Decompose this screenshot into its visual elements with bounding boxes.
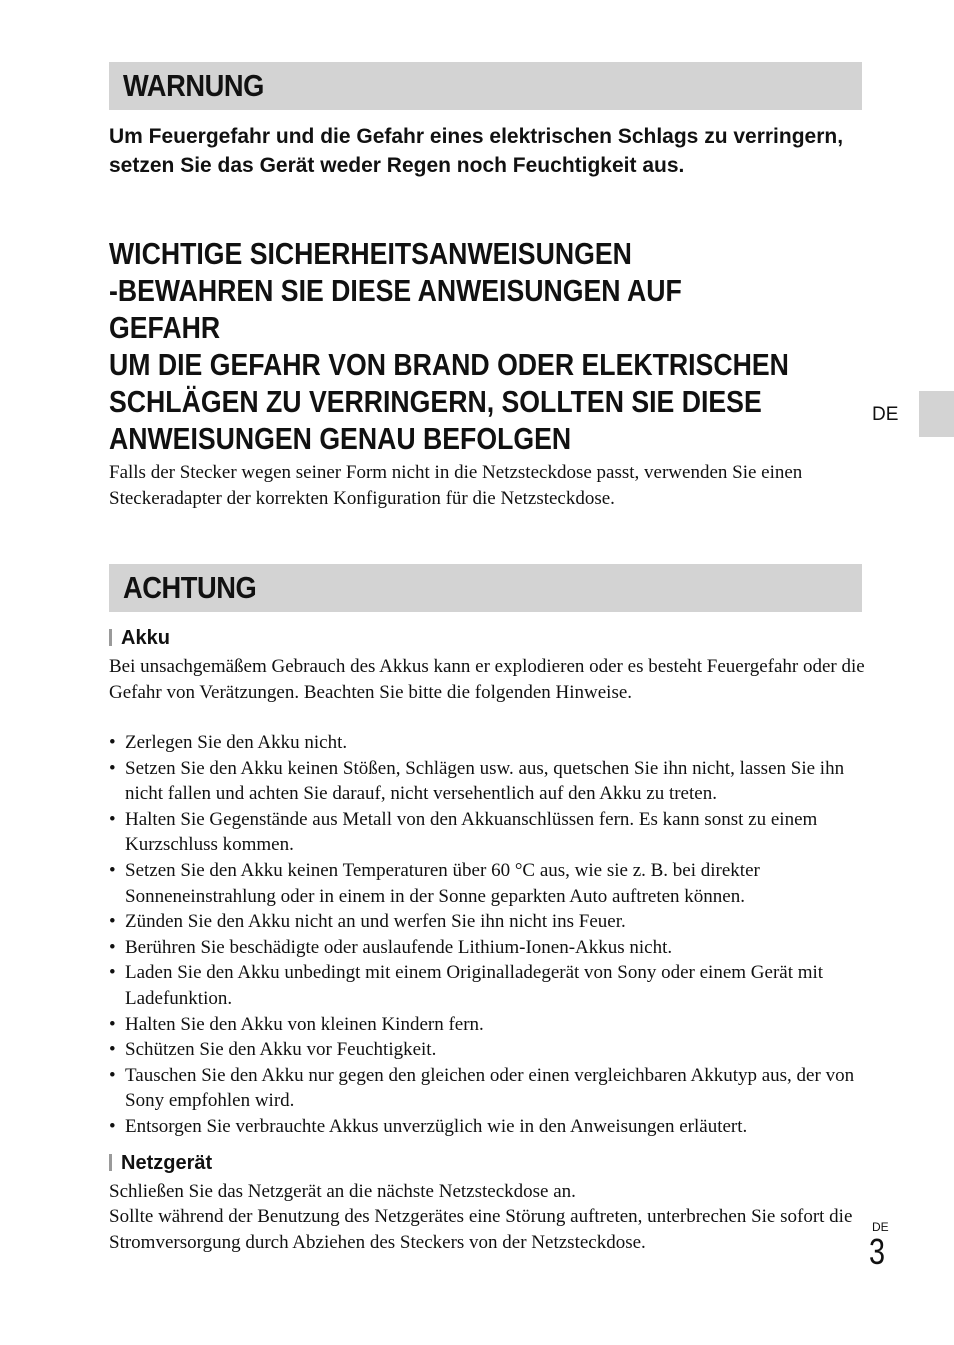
list-item: • Schützen Sie den Akku vor Feuchtigkeit.: [109, 1037, 869, 1063]
page-number: 3: [869, 1231, 886, 1272]
safety-headline: [109, 235, 889, 457]
headline-line: SCHLÄGEN ZU VERRINGERN, SOLLTEN SIE DIESE: [109, 384, 762, 419]
page-language: DE: [872, 1220, 889, 1234]
akku-heading: [109, 626, 170, 650]
language-tab: [919, 391, 954, 437]
list-item: • Berühren Sie beschädigte oder auslaufende Lithium-Ionen-Akkus nicht.: [109, 935, 869, 961]
list-item: • Setzen Sie den Akku keinen Stößen, Schlägen usw. aus, quetschen Sie ihn nicht, lassen Sie ihn nicht fallen und achten Sie darauf, nicht versehentlich auf den Akku zu treten.: [109, 756, 869, 807]
netzgeraet-line-2: Sollte während der Benutzung des Netzgerätes eine Störung auftreten, unterbrechen Sie sofort die Stromversorgung durch Abziehen des Steckers von der Netzsteckdose.: [109, 1206, 853, 1253]
list-item: • Halten Sie Gegenstände aus Metall von den Akkuanschlüssen fern. Es kann sonst zu einem Kurzschluss kommen.: [109, 807, 869, 858]
list-item: • Zerlegen Sie den Akku nicht.: [109, 730, 869, 756]
akku-bullet-list: [109, 730, 869, 1140]
list-item: • Laden Sie den Akku unbedingt mit einem Originalladegerät von Sony oder einem Gerät mit Ladefunktion.: [109, 960, 869, 1011]
warnung-banner: [109, 62, 862, 110]
netzgeraet-heading-label: Netzgerät: [121, 1152, 213, 1174]
netzgeraet-line-1: Schließen Sie das Netzgerät an die nächste Netzsteckdose an.: [109, 1181, 576, 1202]
headline-line: GEFAHR: [109, 310, 221, 345]
headline-line: -BEWAHREN SIE DIESE ANWEISUNGEN AUF: [109, 273, 682, 308]
akku-intro: Bei unsachgemäßem Gebrauch des Akkus kann er explodieren oder es besteht Feuergefahr oder die Gefahr von Verätzungen. Beachten Sie bitte die folgenden Hinweise.: [109, 656, 865, 703]
list-item: • Zünden Sie den Akku nicht an und werfen Sie ihn nicht ins Feuer.: [109, 909, 869, 935]
achtung-title: ACHTUNG: [123, 570, 257, 605]
list-item: • Tauschen Sie den Akku nur gegen den gleichen oder einen vergleichbaren Akkutyp aus, der von Sony empfohlen wird.: [109, 1063, 869, 1114]
headline-line: WICHTIGE SICHERHEITSANWEISUNGEN: [109, 236, 632, 271]
achtung-banner: [109, 564, 862, 612]
list-item: • Entsorgen Sie verbrauchte Akkus unverzüglich wie in den Anweisungen erläutert.: [109, 1114, 869, 1140]
headline-line: ANWEISUNGEN GENAU BEFOLGEN: [109, 421, 572, 456]
language-tab-label: DE: [872, 404, 899, 425]
headline-line: UM DIE GEFAHR VON BRAND ODER ELEKTRISCHEN: [109, 347, 789, 382]
netzgeraet-heading: [109, 1151, 212, 1175]
section-marker-icon: [109, 1154, 112, 1171]
warnung-title: WARNUNG: [123, 68, 264, 103]
section-marker-icon: [109, 629, 112, 646]
plug-adapter-paragraph: Falls der Stecker wegen seiner Form nicht in die Netzsteckdose passt, verwenden Sie einen Steckeradapter der korrekten Konfiguration für die Netzsteckdose.: [109, 462, 803, 509]
list-item: • Halten Sie den Akku von kleinen Kindern fern.: [109, 1012, 869, 1038]
warnung-text: Um Feuergefahr und die Gefahr eines elektrischen Schlags zu verringern, setzen Sie das Gerät weder Regen noch Feuchtigkeit aus.: [109, 125, 844, 177]
akku-heading-label: Akku: [121, 627, 170, 649]
list-item: • Setzen Sie den Akku keinen Temperaturen über 60 °C aus, wie sie z. B. bei direkter Sonneneinstrahlung oder in einem in der Sonne geparkten Auto auftreten können.: [109, 858, 869, 909]
